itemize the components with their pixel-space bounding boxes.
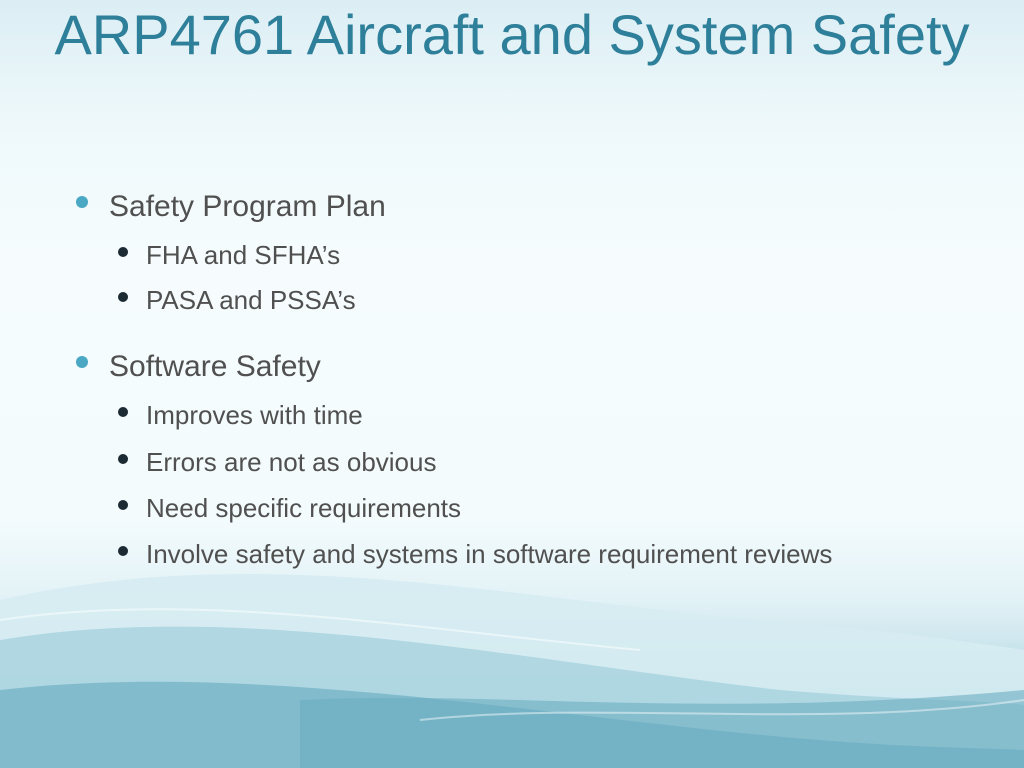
bullet-dot-icon bbox=[76, 356, 88, 368]
bullet-text: Errors are not as obvious bbox=[146, 447, 437, 477]
list-item bbox=[118, 539, 886, 573]
list-item bbox=[118, 285, 356, 315]
list-item bbox=[118, 240, 340, 270]
bullet-dot-icon bbox=[118, 500, 128, 510]
section-heading-software-safety bbox=[76, 350, 321, 384]
bullet-dot-icon bbox=[118, 247, 128, 257]
bullet-text: Involve safety and systems in software requirement reviews bbox=[146, 539, 833, 569]
bullet-text: Improves with time bbox=[146, 400, 363, 430]
bullet-text: Need specific requirements bbox=[146, 493, 462, 523]
bullet-text: Software Safety bbox=[109, 350, 321, 383]
list-item bbox=[118, 447, 436, 477]
bullet-dot-icon bbox=[118, 407, 128, 417]
bullet-text: PASA and PSSA’s bbox=[146, 285, 356, 315]
bullet-dot-icon bbox=[118, 546, 128, 556]
list-item bbox=[118, 493, 461, 523]
bullet-text: Safety Program Plan bbox=[109, 190, 386, 223]
bullet-text: FHA and SFHA’s bbox=[146, 240, 341, 270]
bullet-dot-icon bbox=[76, 196, 88, 208]
slide-title: ARP4761 Aircraft and System Safety bbox=[54, 3, 970, 66]
section-heading-safety-program-plan bbox=[76, 190, 386, 224]
list-item bbox=[118, 400, 363, 430]
bullet-dot-icon bbox=[118, 292, 128, 302]
bullet-dot-icon bbox=[118, 454, 128, 464]
